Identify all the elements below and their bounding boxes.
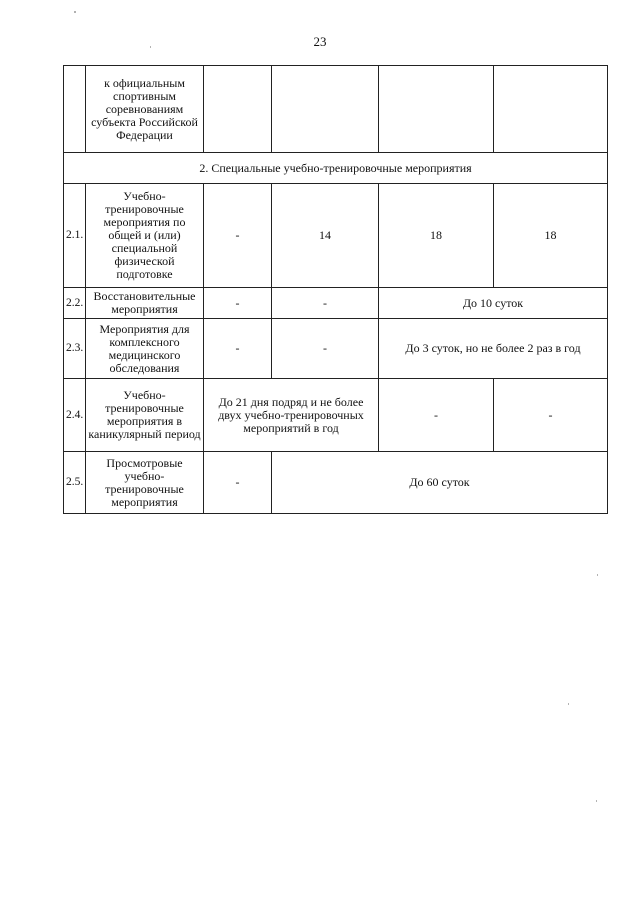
- row-number-cell: 2.5.: [64, 452, 86, 514]
- value-cell-stage-4: 18: [494, 184, 608, 288]
- table-row-continued: [64, 66, 608, 153]
- event-name-cell: Мероприятия для комплексного медицинского обследования: [86, 319, 204, 379]
- row-number-cell: 2.2.: [64, 288, 86, 319]
- row-number-cell: 2.4.: [64, 379, 86, 452]
- table-row-2-5: [64, 452, 608, 514]
- value-cell-stages-3-4: До 3 суток, но не более 2 раз в год: [379, 319, 608, 379]
- row-number-cell: 2.1.: [64, 184, 86, 288]
- value-cell-stage-3: [379, 66, 494, 153]
- value-cell-stage-3: 18: [379, 184, 494, 288]
- event-name-cell: Восстановительные мероприятия: [86, 288, 204, 319]
- scan-speck: [596, 800, 597, 802]
- page-number: 23: [313, 34, 327, 49]
- table-row-2-4: [64, 379, 608, 452]
- value-cell-stage-2: [272, 66, 379, 153]
- value-cell-stage-2: 14: [272, 184, 379, 288]
- value-cell-stage-3: -: [379, 379, 494, 452]
- table-row-2-1: [64, 184, 608, 288]
- value-cell-stage-1: -: [204, 184, 272, 288]
- section-title: 2. Специальные учебно-тренировочные мероприятия: [64, 153, 608, 184]
- value-cell-stage-2: -: [272, 288, 379, 319]
- event-name-cell: Учебно-тренировочные мероприятия в каникулярный период: [86, 379, 204, 452]
- row-number-cell: 2.3.: [64, 319, 86, 379]
- table-row-2-3: [64, 319, 608, 379]
- scan-speck: [150, 46, 151, 48]
- value-cell-stages-3-4: До 10 суток: [379, 288, 608, 319]
- value-cell-stage-1: -: [204, 288, 272, 319]
- value-cell-stage-4: -: [494, 379, 608, 452]
- event-name-cell: к официальным спортивным соревнованиям субъекта Российской Федерации: [86, 66, 204, 153]
- training-events-table: [63, 65, 608, 514]
- scan-speck: [74, 11, 76, 13]
- value-cell-stages-2-4: До 60 суток: [272, 452, 608, 514]
- value-cell-stage-2: -: [272, 319, 379, 379]
- row-number-cell: [64, 66, 86, 153]
- section-header-row: [64, 153, 608, 184]
- scan-speck: [597, 574, 598, 576]
- value-cell-stages-1-2: До 21 дня подряд и не более двух учебно-тренировочных мероприятий в год: [204, 379, 379, 452]
- value-cell-stage-1: -: [204, 319, 272, 379]
- value-cell-stage-4: [494, 66, 608, 153]
- value-cell-stage-1: -: [204, 452, 272, 514]
- event-name-cell: Просмотровые учебно-тренировочные мероприятия: [86, 452, 204, 514]
- table-row-2-2: [64, 288, 608, 319]
- value-cell-stage-1: [204, 66, 272, 153]
- scan-speck: [568, 703, 569, 705]
- event-name-cell: Учебно-тренировочные мероприятия по общей и (или) специальной физической подготовке: [86, 184, 204, 288]
